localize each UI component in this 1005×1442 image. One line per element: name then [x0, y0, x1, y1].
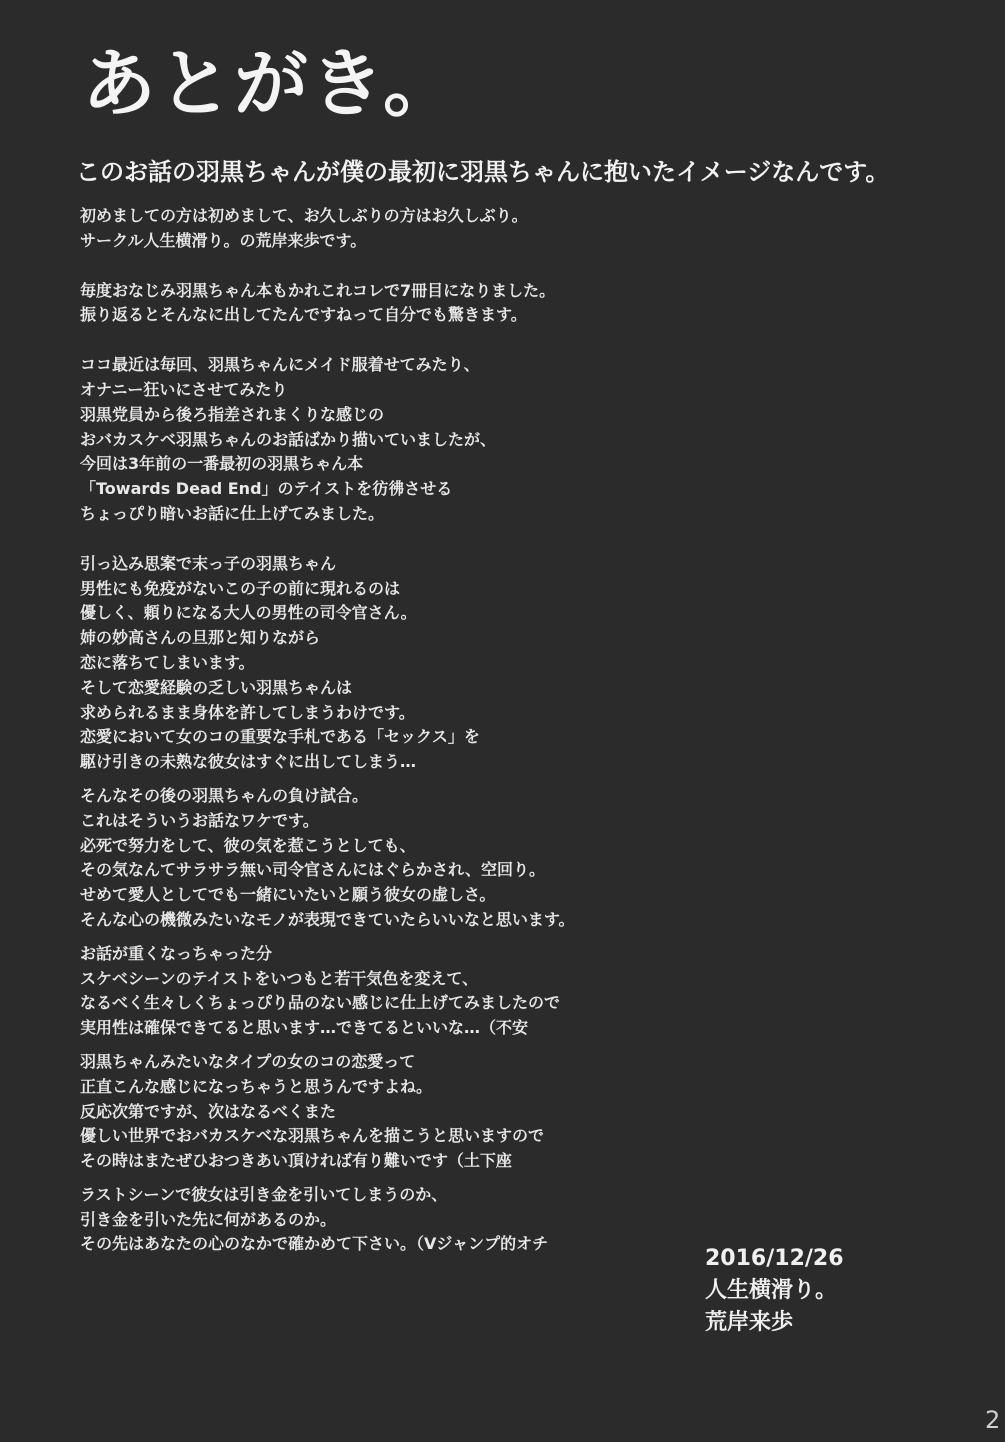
page-title: あとがき。 — [82, 41, 460, 127]
signature-circle: 人生横滑り。 — [705, 1278, 838, 1303]
paragraph-7 — [80, 1050, 780, 1174]
paragraph-5 — [80, 784, 780, 933]
signature-block — [705, 1243, 844, 1339]
paragraph-3 — [80, 353, 780, 527]
text-line: 優しい世界でおバカスケベな羽黒ちゃんを描こうと思いますので — [80, 1126, 545, 1146]
text-line: 実用性は確保できてると思います…できてるといいな…（不安 — [80, 1018, 529, 1038]
text-line: スケベシーンのテイストをいつもと若干気色を変えて、 — [80, 968, 479, 988]
text-line: 必死で努力をして、彼の気を惹こうとしても、 — [80, 835, 416, 855]
text-line: そして恋愛経験の乏しい羽黒ちゃんは — [80, 677, 353, 697]
text-line: 毎度おなじみ羽黒ちゃん本もかれこれコレで7冊目になりました。 — [80, 280, 556, 300]
paragraph-6 — [80, 942, 780, 1041]
page-number: 2 — [985, 1408, 1001, 1432]
text-line: その気なんてサラサラ無い司令官さんにはぐらかされ、空回り。 — [80, 860, 545, 880]
text-line: 引き金を引いた先に何があるのか。 — [80, 1209, 337, 1229]
text-line: 求められるまま身体を許してしまうわけです。 — [80, 702, 415, 722]
text-line: なるべく生々しくちょっぴり品のない感じに仕上げてみましたので — [80, 993, 561, 1013]
text-line: 恋愛において女のコの重要な手札である「セックス」を — [80, 727, 480, 747]
text-line: これはそういうお話なワケです。 — [80, 810, 319, 830]
signature-date: 2016/12/26 — [705, 1246, 844, 1271]
paragraph-1 — [80, 204, 780, 254]
text-line: 男性にも免疫がないこの子の前に現れるのは — [80, 578, 401, 598]
text-line: 羽黒党員から後ろ指差されまくりな感じの — [80, 404, 385, 424]
page-subtitle: このお話の羽黒ちゃんが僕の最初に羽黒ちゃんに抱いたイメージなんです。 — [76, 158, 890, 186]
paragraph-2 — [80, 279, 780, 329]
paragraph-8 — [80, 1183, 780, 1257]
text-line: お話が重くなっちゃった分 — [80, 943, 273, 963]
text-line: 姉の妙高さんの旦那と知りながら — [80, 628, 321, 648]
text-line: ココ最近は毎回、羽黒ちゃんにメイド服着せてみたり、 — [80, 355, 480, 375]
text-line: 「Towards Dead End」のテイストを彷彿させる — [80, 479, 453, 499]
text-line: 優しく、頼りになる大人の男性の司令官さん。 — [80, 603, 417, 623]
text-line: せめて愛人としてでも一緒にいたいと願う彼女の虚しさ。 — [80, 885, 496, 905]
text-line: ちょっぴり暗いお話に仕上げてみました。 — [80, 503, 385, 523]
text-line: サークル人生横滑り。の荒岸来歩です。 — [80, 230, 367, 250]
paragraph-4 — [80, 552, 780, 775]
text-line: その時はまたぜひおつきあい頂ければ有り難いです（土下座 — [80, 1151, 512, 1171]
text-line: そんなその後の羽黒ちゃんの負け試合。 — [80, 785, 369, 805]
text-line: 引っ込み思案で末っ子の羽黒ちゃん — [80, 553, 337, 573]
text-line: 初めましての方は初めまして、お久しぶりの方はお久しぶり。 — [80, 206, 528, 225]
text-line: おバカスケベ羽黒ちゃんのお話ばかり描いていましたが、 — [80, 429, 497, 449]
signature-author: 荒岸来歩 — [705, 1310, 794, 1335]
text-line: そんな心の機微みたいなモノが表現できていたらいいなと思います。 — [80, 909, 575, 929]
text-line: その先はあなたの心のなかで確かめて下さい。（Vジャンプ的オチ — [80, 1234, 549, 1254]
text-line: 正直こんな感じになっちゃうと思うんですよね。 — [80, 1076, 433, 1096]
text-line: 羽黒ちゃんみたいなタイプの女のコの恋愛って — [80, 1051, 416, 1071]
afterword-body — [80, 204, 780, 1257]
text-line: 振り返るとそんなに出してたんですねって自分でも驚きます。 — [80, 305, 527, 325]
text-line: 今回は3年前の一番最初の羽黒ちゃん本 — [80, 454, 364, 474]
text-line: 恋に落ちてしまいます。 — [80, 652, 255, 672]
text-line: ラストシーンで彼女は引き金を引いてしまうのか、 — [80, 1184, 448, 1204]
text-line: 反応次第ですが、次はなるべくまた — [80, 1101, 337, 1121]
text-line: 駆け引きの未熟な彼女はすぐに出してしまう… — [80, 752, 417, 772]
text-line: オナニー狂いにさせてみたり — [80, 379, 288, 399]
